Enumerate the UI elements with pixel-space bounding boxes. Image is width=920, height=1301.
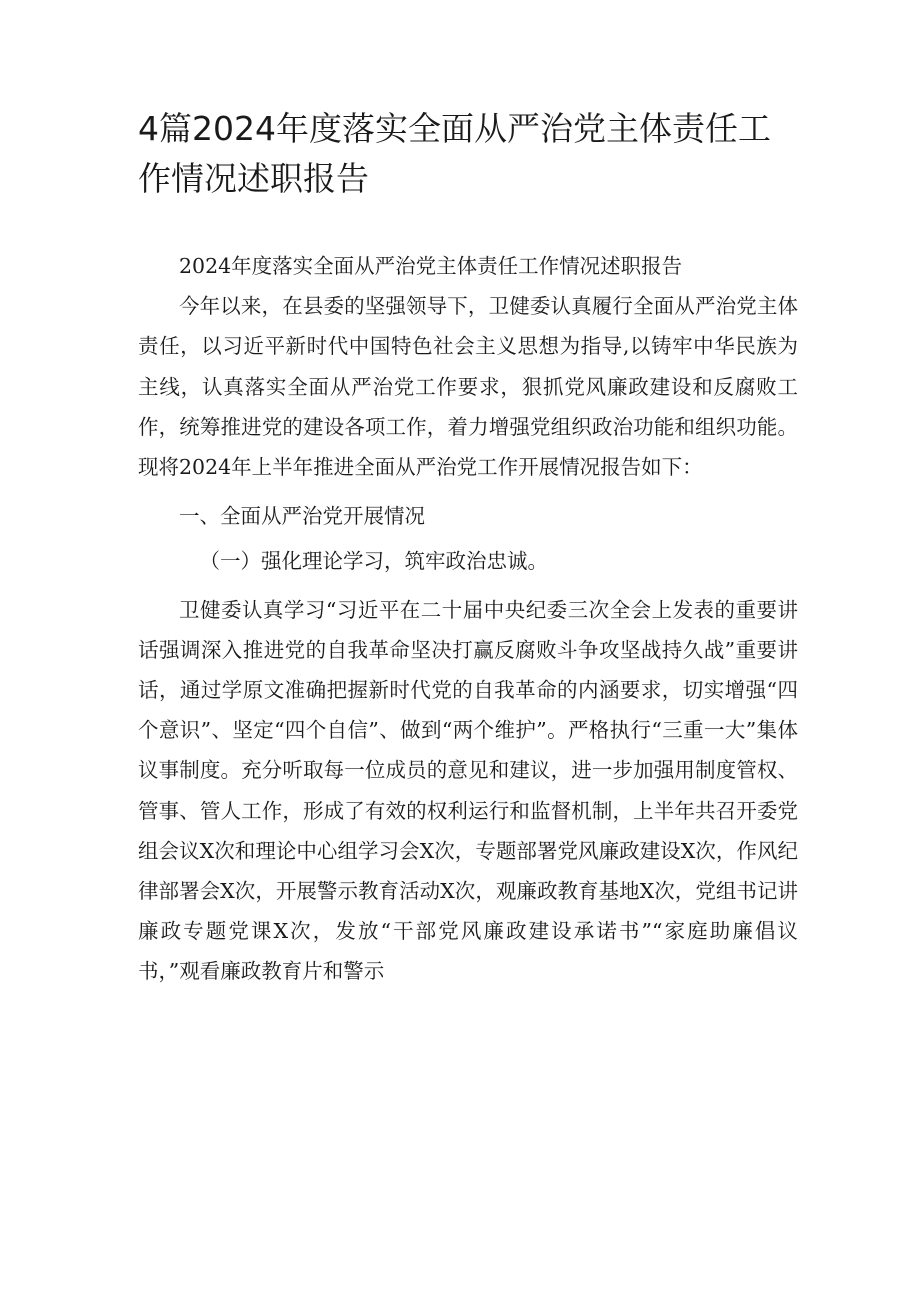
section-heading: 一、全面从严治党开展情况 (179, 504, 425, 529)
document-body (138, 246, 798, 992)
body-paragraph: 卫健委认真学习“习近平在二十届中央纪委三次全会上发表的重要讲话强调深入推进党的自我革命坚决打赢反腐败斗争攻坚战持久战”重要讲话，通过学原文准确把握新时代党的自我革命的内涵要求，切实增强“四个意识”、坚定“四个自信”、做到“两个维护”。严格执行“三重一大”集体议事制度。充分听取每一位成员的意见和建议，进一步加强用制度管权、管事、管人工作，形成了有效的权利运行和监督机制，上半年共召开委党组会议X次和理论中心组学习会X次，专题部署党风廉政建设X次，作风纪律部署会X次，开展警示教育活动X次，观廉政教育基地X次，党组书记讲廉政专题党课X次，发放“干部党风廉政建设承诺书”“家庭助廉倡议书，”观看廉政教育片和警示 (138, 597, 798, 984)
sub-heading: （一）强化理论学习，筑牢政治忠诚。 (199, 549, 548, 574)
document-title: 4篇2024年度落实全面从严治党主体责任工作情况述职报告 (138, 109, 771, 198)
report-subtitle: 2024年度落实全面从严治党主体责任工作情况述职报告 (179, 254, 683, 278)
intro-paragraph: 今年以来，在县委的坚强领导下，卫健委认真履行全面从严治党主体责任，以习近平新时代中国特色社会主义思想为指导,以铸牢中华民族为主线，认真落实全面从严治党工作要求，狠抓党风廉政建设和反腐败工作，统筹推进党的建设各项工作，着力增强党组织政治功能和组织功能。现将2024年上半年推进全面从严治党工作开展情况报告如下： (138, 294, 798, 480)
